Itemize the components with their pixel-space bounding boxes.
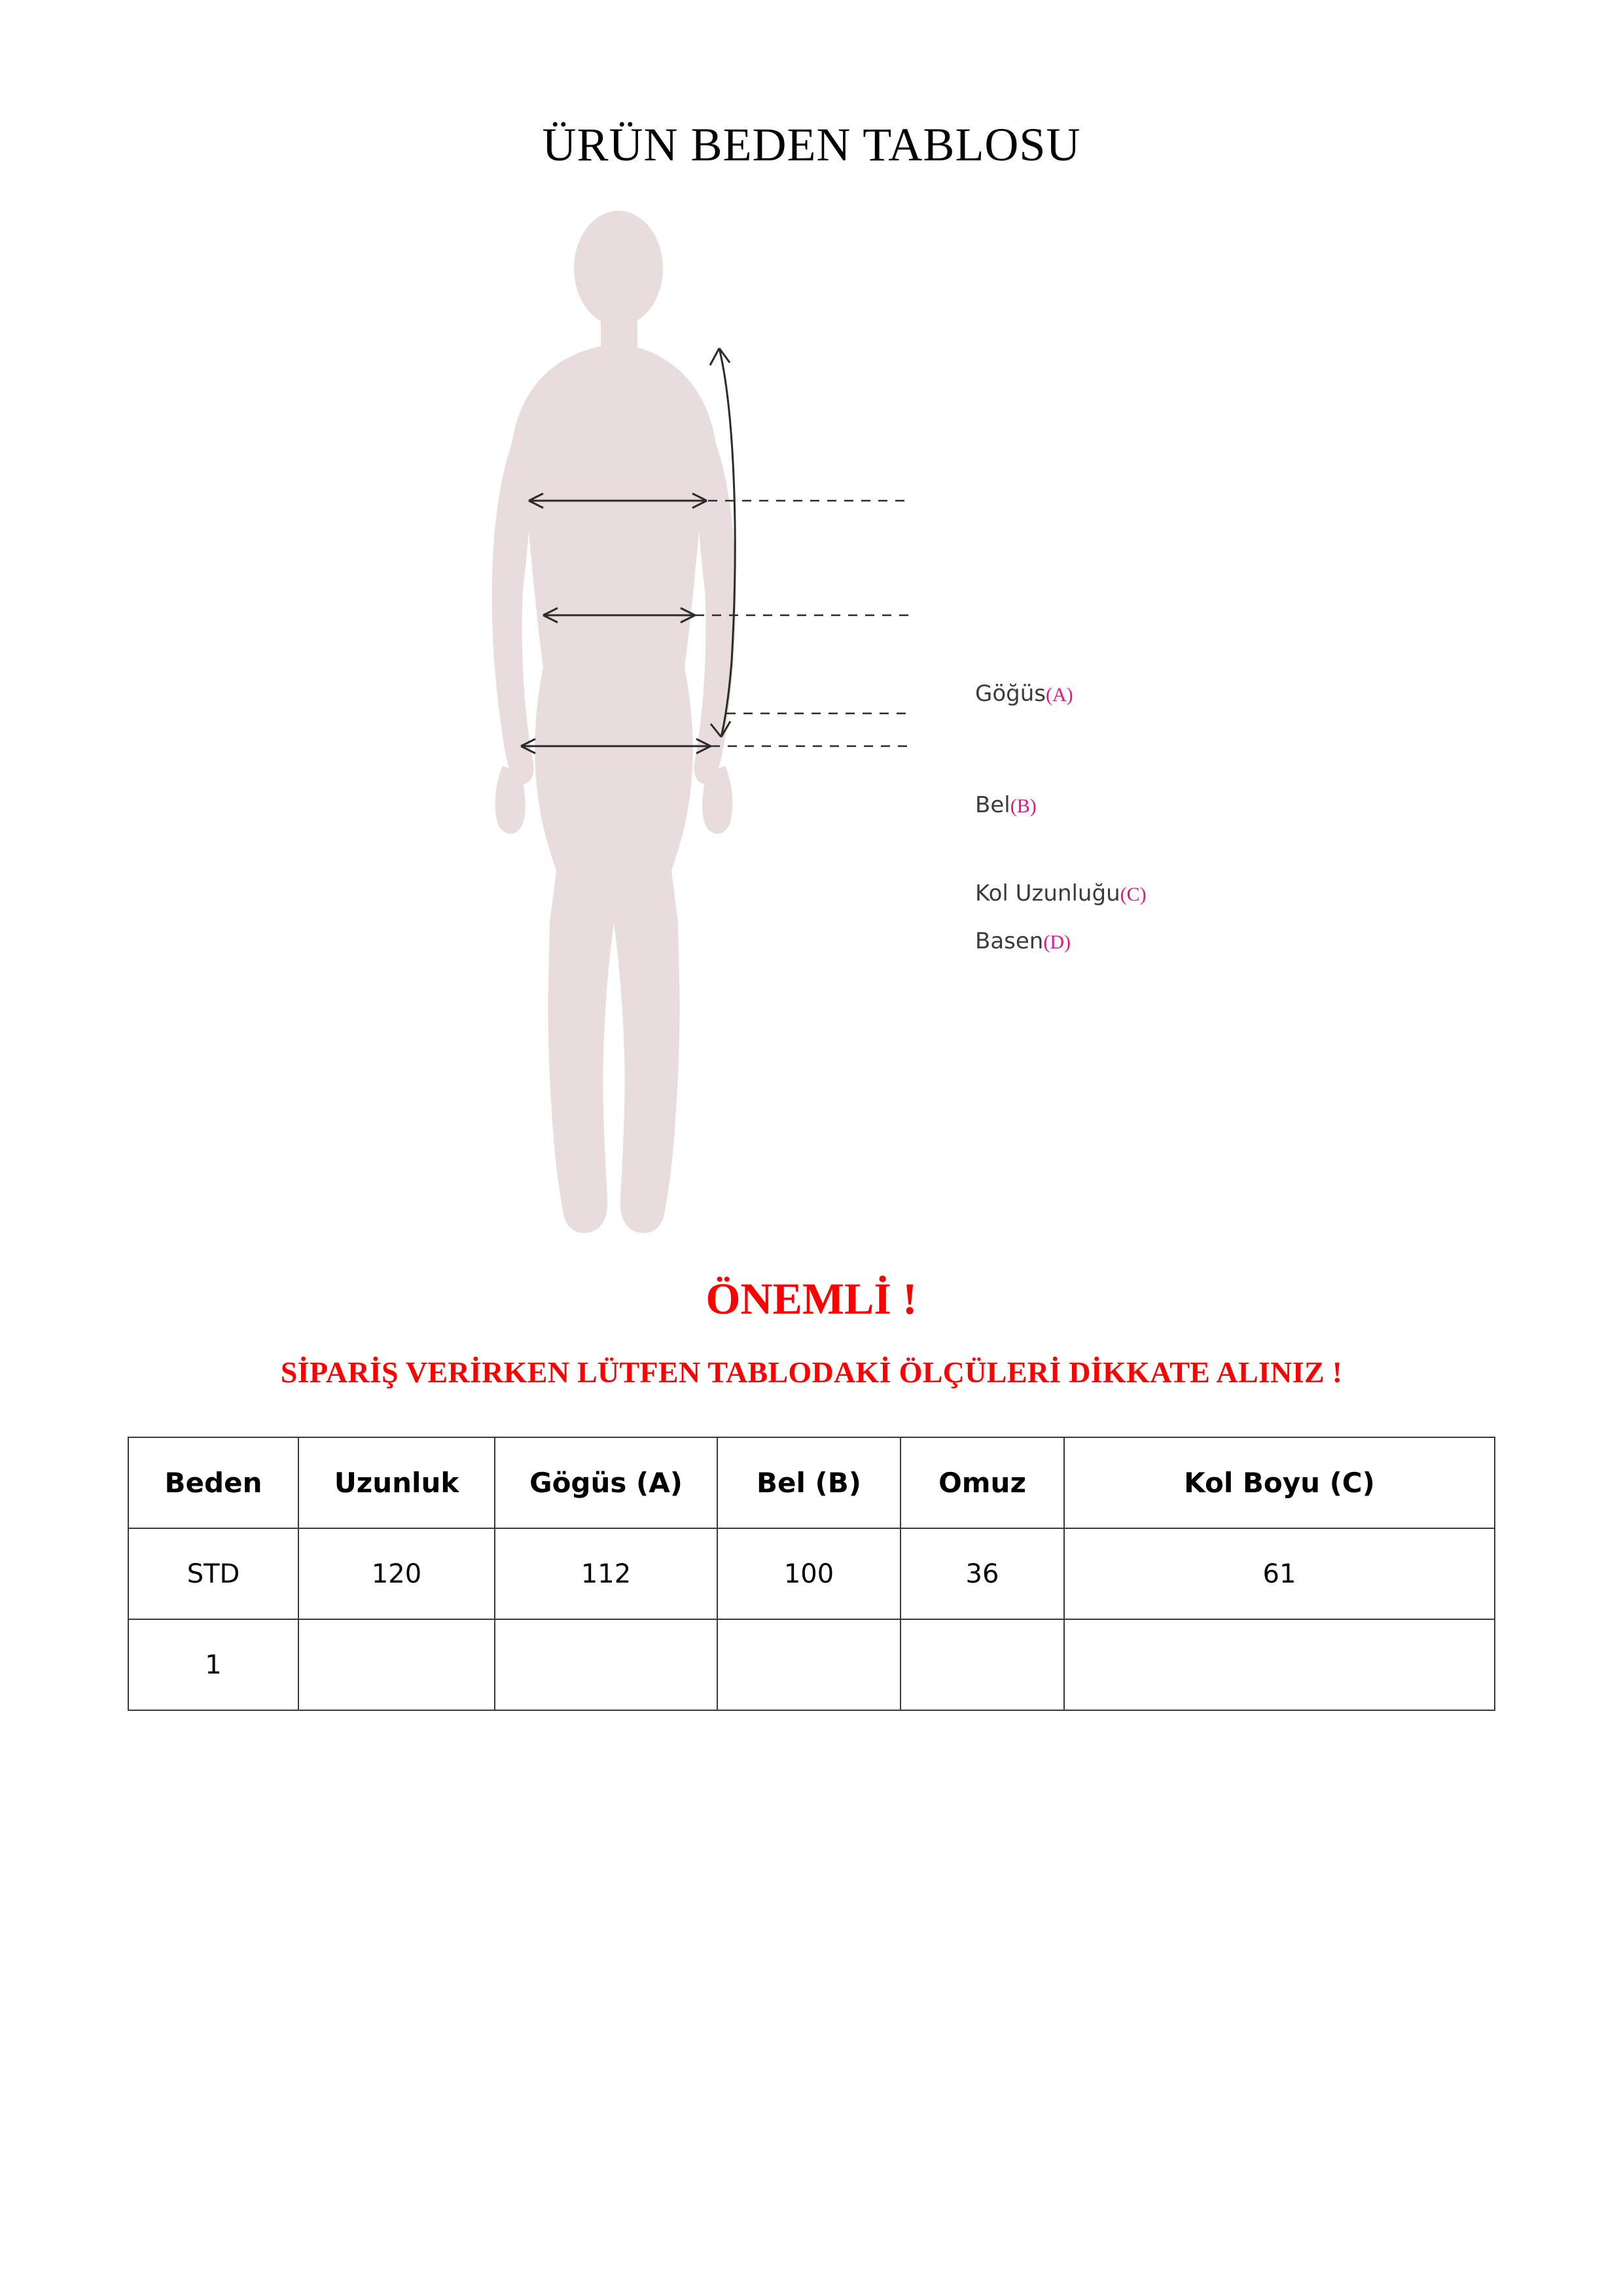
label-sleeve-code: (C) <box>1120 884 1147 905</box>
cell-gogus: 112 <box>495 1528 717 1619</box>
cell-bel: 100 <box>717 1528 901 1619</box>
cell-bel <box>717 1619 901 1710</box>
page-title: ÜRÜN BEDEN TABLOSU <box>542 118 1081 171</box>
label-waist-text: Bel <box>975 792 1010 818</box>
table-row <box>128 1619 1495 1710</box>
col-header-uzunluk: Uzunluk <box>298 1437 495 1528</box>
label-sleeve-length <box>975 880 1147 906</box>
label-waist <box>975 792 1037 818</box>
label-waist-code: (B) <box>1010 795 1037 817</box>
cell-omuz <box>901 1619 1064 1710</box>
col-header-omuz: Omuz <box>901 1437 1064 1528</box>
col-header-bel: Bel (B) <box>717 1437 901 1528</box>
col-header-kol-boyu: Kol Boyu (C) <box>1064 1437 1495 1528</box>
cell-omuz: 36 <box>901 1528 1064 1619</box>
col-header-beden: Beden <box>128 1437 298 1528</box>
body-silhouette-icon <box>452 209 1171 1270</box>
cell-uzunluk <box>298 1619 495 1710</box>
label-chest-text: Göğüs <box>975 681 1046 707</box>
label-hip <box>975 928 1071 954</box>
measurement-figure <box>0 196 1623 1270</box>
cell-kol-boyu <box>1064 1619 1495 1710</box>
warning-heading: ÖNEMLİ ! <box>705 1274 918 1323</box>
table-header-row <box>128 1437 1495 1528</box>
size-table <box>128 1437 1495 1711</box>
col-header-gogus: Gögüs (A) <box>495 1437 717 1528</box>
cell-beden: 1 <box>128 1619 298 1710</box>
label-sleeve-text: Kol Uzunluğu <box>975 880 1120 906</box>
label-chest <box>975 681 1073 707</box>
label-hip-text: Basen <box>975 928 1044 954</box>
warning-subheading: SİPARİŞ VERİRKEN LÜTFEN TABLODAKİ ÖLÇÜLERİ DİKKATE ALINIZ ! <box>280 1355 1343 1389</box>
table-row <box>128 1528 1495 1619</box>
label-hip-code: (D) <box>1043 931 1071 953</box>
cell-beden: STD <box>128 1528 298 1619</box>
cell-uzunluk: 120 <box>298 1528 495 1619</box>
cell-gogus <box>495 1619 717 1710</box>
cell-kol-boyu: 61 <box>1064 1528 1495 1619</box>
label-chest-code: (A) <box>1046 684 1073 706</box>
